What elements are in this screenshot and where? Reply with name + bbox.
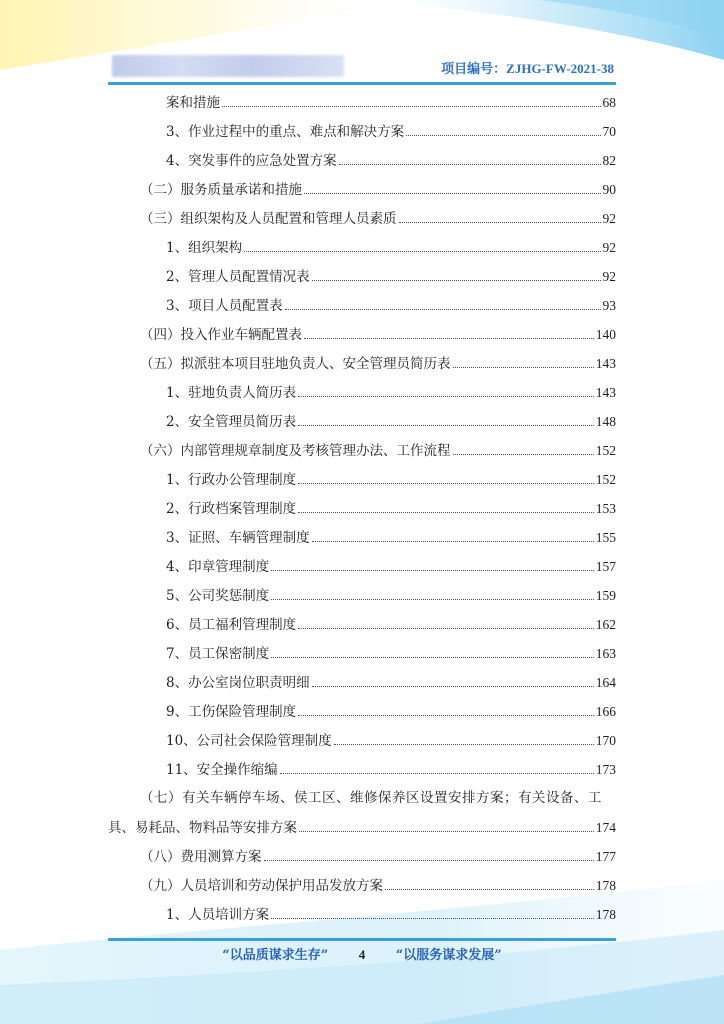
toc-entry-page: 140 [595,327,616,342]
toc-entry[interactable] [108,610,616,639]
toc-entry[interactable] [108,755,616,784]
toc-leader-dots [285,308,601,310]
toc-entry-page: 155 [595,530,616,545]
toc-leader-dots [312,279,601,281]
toc-entry-page: 82 [602,153,616,168]
toc-leader-dots [406,134,600,136]
toc-leader-dots [298,511,594,513]
toc-entry-title: 案和措施 [166,95,220,111]
toc-leader-dots [280,772,594,774]
toc-entry[interactable] [108,262,616,291]
toc-entry[interactable] [108,204,616,233]
toc-entry[interactable] [108,523,616,552]
toc-entry-page: 70 [602,124,616,139]
toc-entry-title: 1、行政办公管理制度 [166,472,297,488]
toc-entry-title: （七）有关车辆停车场、侯工区、维修保养区设置安排方案；有关设备、工 [140,790,602,806]
toc-leader-dots [298,424,594,426]
toc-entry[interactable] [108,784,616,813]
toc-entry[interactable] [108,233,616,262]
toc-entry-page: 68 [602,95,616,110]
toc-entry-title: 9、工伤保险管理制度 [166,704,297,720]
header-divider [108,82,616,85]
toc-entry-title: 11、安全操作缩编 [166,762,278,778]
toc-entry-title: 3、证照、车辆管理制度 [166,530,310,546]
toc-leader-dots [299,830,594,832]
toc-leader-dots [312,540,594,542]
toc-entry[interactable] [108,900,616,929]
toc-entry[interactable] [108,552,616,581]
page-footer [108,944,616,963]
toc-entry-title: 7、员工保密制度 [166,646,270,662]
toc-entry[interactable] [108,349,616,378]
toc-entry-page: 90 [602,182,616,197]
toc-entry-title: 4、印章管理制度 [166,559,270,575]
toc-entry[interactable] [108,88,616,117]
toc-leader-dots [271,569,594,571]
toc-entry-title: 8、办公室岗位职责明细 [166,675,310,691]
toc-entry[interactable] [108,175,616,204]
toc-entry-title: 2、安全管理员简历表 [166,414,297,430]
toc-entry[interactable] [108,146,616,175]
footer-left-slogan: “以品质谋求生存” [222,948,329,963]
toc-entry-page: 178 [595,907,616,922]
toc-entry-title: 10、公司社会保险管理制度 [166,733,332,749]
toc-entry[interactable] [108,842,616,871]
toc-entry-page: 164 [595,675,616,690]
toc-entry-title: （八）费用测算方案 [140,849,262,865]
toc-entry-title: 3、项目人员配置表 [166,298,283,314]
toc-leader-dots [298,627,594,629]
toc-entry-page: 162 [595,617,616,632]
toc-entry[interactable] [108,697,616,726]
toc-leader-dots [271,917,594,919]
footer-divider [108,938,616,941]
table-of-contents [108,88,616,929]
toc-leader-dots [453,366,594,368]
toc-entry-page: 157 [595,559,616,574]
toc-entry-page: 159 [595,588,616,603]
toc-entry[interactable] [108,871,616,900]
toc-entry-page: 92 [602,269,616,284]
toc-leader-dots [222,105,601,107]
toc-entry-page: 177 [595,849,616,864]
toc-entry-page: 173 [595,762,616,777]
toc-entry-page: 178 [595,878,616,893]
toc-entry-title: 1、驻地负责人简历表 [166,385,297,401]
toc-entry[interactable] [108,465,616,494]
toc-entry-page: 153 [595,501,616,516]
toc-entry[interactable] [108,291,616,320]
toc-entry-page: 93 [602,298,616,313]
toc-entry-page: 148 [595,414,616,429]
toc-leader-dots [339,163,601,165]
toc-entry-page: 163 [595,646,616,661]
toc-entry[interactable] [108,581,616,610]
toc-entry[interactable] [108,726,616,755]
toc-leader-dots [271,656,594,658]
toc-entry-title: （五）拟派驻本项目驻地负责人、安全管理员简历表 [140,356,451,372]
toc-entry[interactable] [108,117,616,146]
toc-leader-dots [334,743,594,745]
toc-entry-title: （四）投入作业车辆配置表 [140,327,302,343]
toc-entry[interactable] [108,378,616,407]
toc-entry-page: 166 [595,704,616,719]
toc-entry[interactable] [108,668,616,697]
company-logo [112,55,344,77]
toc-leader-dots [304,192,601,194]
toc-entry-title: 2、行政档案管理制度 [166,501,297,517]
toc-entry-title: 1、组织架构 [166,240,243,256]
toc-entry[interactable] [108,639,616,668]
toc-leader-dots [271,598,594,600]
toc-entry-page: 92 [602,211,616,226]
footer-right-slogan: “以服务谋求发展” [395,948,502,963]
toc-entry[interactable] [108,436,616,465]
toc-entry-title: （九）人员培训和劳动保护用品发放方案 [140,878,383,894]
toc-entry[interactable] [108,320,616,349]
toc-leader-dots [312,685,594,687]
toc-entry-title: 2、管理人员配置情况表 [166,269,310,285]
toc-entry-title: （六）内部管理规章制度及考核管理办法、工作流程 [140,443,451,459]
toc-entry-title: （二）服务质量承诺和措施 [140,182,302,198]
toc-leader-dots [399,221,601,223]
toc-entry[interactable] [108,813,616,842]
toc-entry-page: 174 [595,820,616,835]
toc-leader-dots [264,859,594,861]
toc-leader-dots [385,888,594,890]
page-number: 4 [358,947,366,962]
toc-entry-page: 143 [595,385,616,400]
toc-entry-title: （三）组织架构及人员配置和管理人员素质 [140,211,397,227]
toc-leader-dots [453,453,594,455]
toc-entry-title: 具、易耗品、物料品等安排方案 [108,820,297,836]
toc-entry-page: 170 [595,733,616,748]
toc-leader-dots [244,250,600,252]
toc-entry-title: 3、作业过程中的重点、难点和解决方案 [166,124,405,140]
toc-entry-title: 1、人员培训方案 [166,907,270,923]
toc-entry-title: 4、突发事件的应急处置方案 [166,153,337,169]
toc-entry-page: 143 [595,356,616,371]
toc-leader-dots [298,714,594,716]
toc-entry-title: 6、员工福利管理制度 [166,617,297,633]
toc-entry[interactable] [108,407,616,436]
toc-entry[interactable] [108,494,616,523]
toc-leader-dots [298,395,594,397]
toc-leader-dots [304,337,594,339]
toc-entry-title: 5、公司奖惩制度 [166,588,270,604]
project-code: 项目编号：ZJHG-FW-2021-38 [441,61,614,76]
toc-leader-dots [298,482,594,484]
toc-entry-page: 92 [602,240,616,255]
toc-entry-page: 152 [595,472,616,487]
toc-entry-page: 152 [595,443,616,458]
